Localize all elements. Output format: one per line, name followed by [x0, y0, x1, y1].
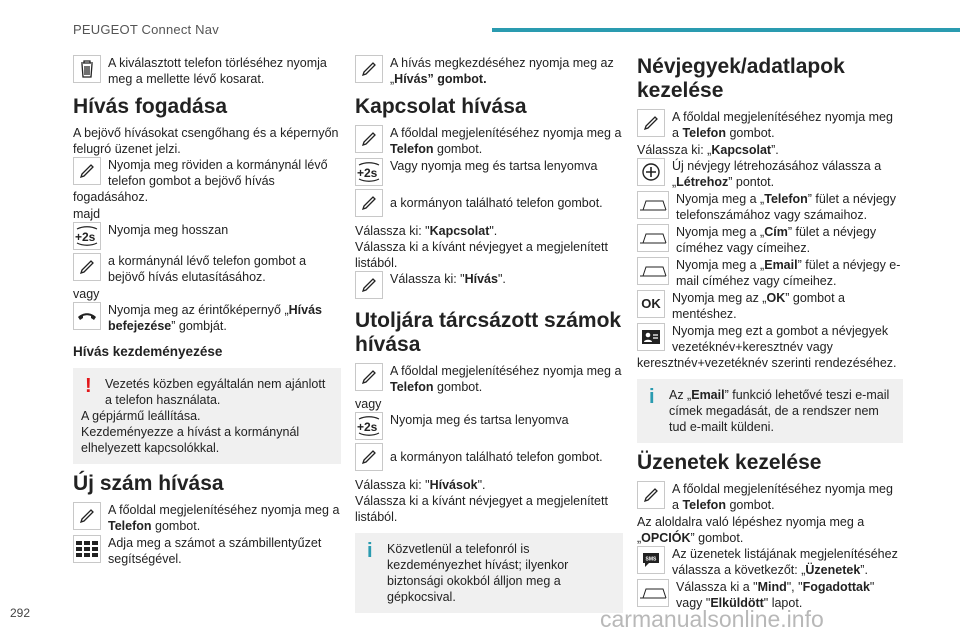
heading-call-contact: Kapcsolat hívása [355, 95, 527, 118]
reject-item: a kormánynál lévő telefon gombot a bejövő hívás elutasításához. [73, 253, 341, 285]
phone-pen-icon [355, 363, 383, 391]
header-title: PEUGEOT Connect Nav [73, 22, 219, 37]
warning-icon: ! [85, 375, 92, 397]
heading-manage-messages: Üzenetek kezelése [637, 451, 822, 474]
create-contact-item: Új névjegy létrehozásához válassza a „Létrehoz” pontot. [637, 158, 903, 190]
start-call-item: A hívás megkezdéséhez nyomja meg az „Hívás” gombot. [355, 55, 623, 87]
phone-pen-icon [355, 271, 383, 299]
phone-pen-icon [355, 443, 383, 471]
sort-item: Nyomja meg ezt a gombot a névjegyek vezetéknév+keresztnév vagy keresztnév+vezetéknév szerinti rendezéséhez. [637, 324, 897, 370]
receive-intro: A bejövő hívásokat csengőhang és a képernyőn felugró üzenet jelzi. [73, 126, 339, 156]
page-number: 292 [10, 606, 31, 620]
column-1: A kiválasztott telefon törléséhez nyomja meg a mellette lévő kosarat. Hívás fogadása A bejövő hívásokat csengőhang és a képernyőn felugró üzenet jelzi. Nyomja meg röviden a kormánynál lévő telefon gombot a bejövő hívás fogadásához. majd +2s Nyomja meg hosszan a kormánynál lévő telefon gombot a bejövő hívás elutasításához. vagy Nyomja meg az érintőképernyő „Hívás befejezése” gombját. Hívás kezdeményezése ! Vezetés közben egyáltalán nem ajánlott a telefon használata. A gépjármű leállítása. Kezdeményezze a hívást a kormánynál elhelyezett kapcsolókkal. Új szám hívása A főoldal megjelenítéséhez nyomja meg a Telefon gombot. Adja meg a számot a számbillentyűzet segítségével. [73, 56, 340, 566]
manage-main-item: A főoldal megjelenítéséhez nyomja meg a Telefon gombot. [637, 109, 903, 141]
watermark: carmanualsonline.info [600, 606, 824, 632]
steering-wheel-button-icon [73, 222, 101, 250]
delete-phone-item: A kiválasztott telefon törléséhez nyomja meg a mellette lévő kosarat. [73, 55, 341, 87]
msg-main-item: A főoldal megjelenítéséhez nyomja meg a Telefon gombot. [637, 481, 903, 513]
tab-address-item: Nyomja meg a „Cím” fület a névjegy címéhez vagy címeihez. [637, 224, 903, 256]
svg-text:SMS: SMS [645, 556, 657, 563]
tab-phone-item: Nyomja meg a „Telefon” fület a névjegy telefonszámához vagy számaihoz. [637, 191, 903, 223]
tab-icon [637, 191, 669, 219]
keypad-item: Adja meg a számot a számbillentyűzet segítségével. [73, 535, 341, 567]
ok-button-icon: OK [637, 290, 665, 318]
phone-pen-icon [355, 55, 383, 83]
heading-initiate-call: Hívás kezdeményezése [73, 344, 223, 359]
heading-recent-calls: Utoljára tárcsázott számok hívása [355, 309, 622, 356]
tabs-select-item: Válassza ki a "Mind", "Fogadottak" vagy "Elküldött" lapot. [637, 579, 903, 611]
tab-email-item: Nyomja meg a „Email” fület a névjegy e-mail címéhez vagy címeihez. [637, 257, 903, 289]
svg-text:+2s: +2s [357, 420, 378, 434]
svg-text:+2s: +2s [357, 166, 378, 180]
phone-pen-icon [355, 125, 383, 153]
contact-main-item: A főoldal megjelenítéséhez nyomja meg a Telefon gombot. [355, 125, 623, 157]
select-call-item: Válassza ki: "Hívás". [355, 271, 623, 301]
info-box: i Közvetlenül a telefonról is kezdeményezhet hívást; ilyenkor biztonsági okokból álljon meg a gépkocsival. [355, 533, 623, 613]
phone-pen-icon [73, 157, 101, 185]
end-call-item: Nyomja meg az érintőképernyő „Hívás befejezése” gombját. [73, 302, 341, 334]
ok-item: OK Nyomja meg az „OK” gombot a mentéshez. [637, 290, 903, 322]
tab-icon [637, 224, 669, 252]
column-2: A hívás megkezdéséhez nyomja meg az „Hívás” gombot. Kapcsolat hívása A főoldal megjelenítéséhez nyomja meg a Telefon gombot. +2s Vagy nyomja meg és tartsa lenyomva a kormányon található telefon gombot. Válassza ki: "Kapcsolat". Válassza ki a kívánt névjegyet a megjelenített listából. Válassza ki: "Hívás". Utoljára tárcsázott számok hívása A főoldal megjelenítéséhez nyomja meg a Telefon gombot. vagy +2s Nyomja meg és tartsa lenyomva a kormányon található telefon gombot. Válassza ki: "Hívások". Válassza ki a kívánt névjegyet a megjelenített listából. i Közvetlenül a telefonról is kezdeményezhet hívást; ilyenkor biztonsági okokból álljon meg a gépkocsival. [355, 55, 623, 621]
plus-circle-icon [637, 158, 665, 186]
hold2-item: +2s Nyomja meg és tartsa lenyomva [355, 412, 623, 442]
long-press-item: +2s Nyomja meg hosszan [73, 222, 341, 252]
svg-text:+2s: +2s [75, 230, 96, 244]
heading-new-number: Új szám hívása [73, 472, 224, 495]
warning-box: ! Vezetés közben egyáltalán nem ajánlott a telefon használata. A gépjármű leállítása. Kezdeményezze a hívást a kormánynál elhelyezett kapcsolókkal. [73, 368, 341, 464]
header-accent-bar [492, 28, 960, 32]
info-icon: i [367, 540, 373, 562]
phone-pen-icon [637, 481, 665, 509]
wheel-item: a kormányon található telefon gombot. [355, 189, 623, 219]
hold-item: +2s Vagy nyomja meg és tartsa lenyomva [355, 158, 623, 188]
phone-pen-icon [637, 109, 665, 137]
tab-icon [637, 257, 669, 285]
phone-pen-icon [355, 189, 383, 217]
sms-bubble-icon [637, 546, 665, 574]
tab-icon [637, 579, 669, 607]
phone-pen-icon [73, 253, 101, 281]
heading-manage-contacts: Névjegyek/adatlapok kezelése [637, 55, 845, 102]
wheel2-item: a kormányon található telefon gombot. [355, 443, 623, 473]
messages-list-item: SMS Az üzenetek listájának megjelenítéséhez válassza a következőt: „Üzenetek”. [637, 546, 903, 578]
keypad-icon [73, 535, 101, 563]
new-number-main-item: A főoldal megjelenítéséhez nyomja meg a Telefon gombot. [73, 502, 341, 534]
heading-receive-call: Hívás fogadása [73, 95, 228, 118]
contact-card-icon [637, 323, 665, 351]
steering-wheel-button-icon [355, 158, 383, 186]
email-info-box: i Az „Email” funkció lehetővé teszi e-mail címek megadását, de a rendszer nem tud e-mailt küldeni. [637, 379, 903, 443]
trash-icon [73, 55, 101, 83]
recent-main-item: A főoldal megjelenítéséhez nyomja meg a Telefon gombot. [355, 363, 623, 395]
column-3: Névjegyek/adatlapok kezelése A főoldal megjelenítéséhez nyomja meg a Telefon gombot. Válassza ki: „Kapcsolat”. Új névjegy létrehozásához válassza a „Létrehoz” pontot. Nyomja meg a „Telefon” fület a névjegy telefonszámához vagy számaihoz. Nyomja meg a „Cím” fület a névjegy címéhez vagy címeihez. Nyomja meg a „Email” fület a névjegy e-mail címéhez vagy címeihez. OK Nyomja meg az „OK” gombot a mentéshez. Nyomja meg ezt a gombot a névjegyek vezetéknév+keresztnév vagy keresztnév+vezetéknév szerinti rendezéséhez. i Az „Email” funkció lehetővé teszi e-mail címek megadását, de a rendszer nem tud e-mailt küldeni. Üzenetek kezelése A főoldal megjelenítéséhez nyomja meg a Telefon gombot. Az aloldalra való lépéshez nyomja meg a „OPCIÓK” gombot. SMS Az üzenetek listájának megjelenítéséhez válassza a következőt: „Üzenetek”. Válassza ki a "Mind", "Fogadottak" vagy "Elküldött" lapot. [637, 55, 903, 612]
info-icon: i [649, 386, 655, 408]
short-press-item: Nyomja meg röviden a kormánynál lévő telefon gombot a bejövő hívás fogadásához. [73, 158, 328, 204]
hang-up-icon [73, 302, 101, 330]
steering-wheel-button-icon [355, 412, 383, 440]
phone-pen-icon [73, 502, 101, 530]
